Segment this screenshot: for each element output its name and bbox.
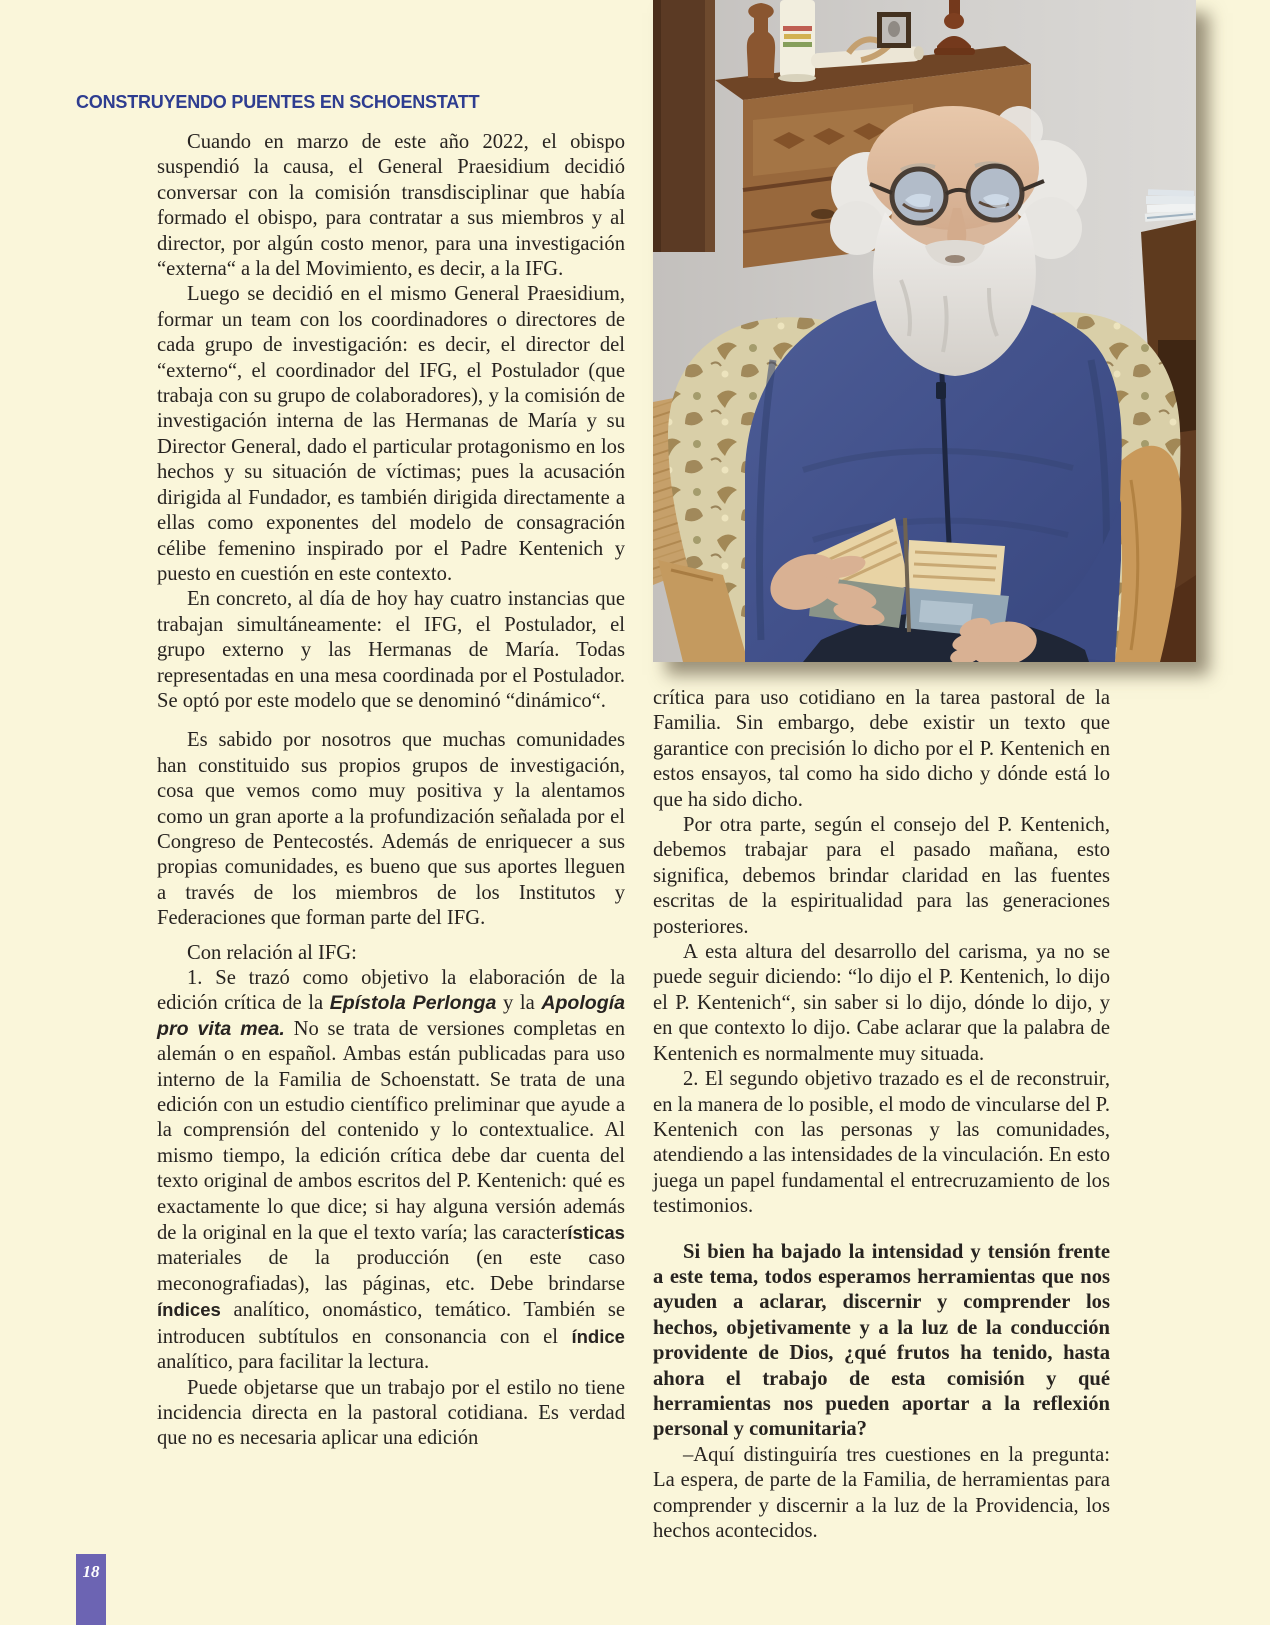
paragraph: Cuando en marzo de este año 2022, el obispo suspendió la causa, el General Praesidium decidió conversar con la comisión transdisciplinar que había formado el obispo, para contratar a sus miembros y al director, por algún costo menor, para una investigación “externa“ a la del Movimiento, es decir, a la IFG. [157, 131, 625, 281]
paragraph: 1. Se trazó como objetivo la elaboración de la edición crítica de la Epístola Perlonga y la Apología pro vita mea. No se trata de versiones completas en alemán o en español. Ambas están publicadas para uso interno de la Familia de Schoenstatt. Se trata de una edición con un estudio científico preliminar que ayude a la comprensión del contenido y lo contextualice. Al mismo tiempo, la edición crítica debe dar cuenta del texto original de ambos escritos del P. Kentenich: qué es exactamente lo que dice; si hay alguna versión además de la original en la que el texto varía; las características materiales de la producción (en este caso meconografiadas), las páginas, etc. Debe brindarse índices analítico, onomástico, temático. También se introducen subtítulos en consonancia con el índice analítico, para facilitar la lectura. [157, 967, 626, 1374]
hutch-panel [653, 0, 715, 252]
paragraph: crítica para uso cotidiano en la tarea pastoral de la Familia. Sin embargo, debe existir un texto que garantice con precisión lo dicho por el P. Kentenich en estos ensayos, tal como ha sido dicho y dónde está lo que ha sido dicho. [653, 687, 1110, 811]
paragraph: Si bien ha bajado la intensidad y tensión frente a este tema, todos esperamos herramientas que nos ayuden a aclarar, discernir y comprender los hechos, objetivamente y a la luz de la conducción providente de Dios, ¿qué frutos ha tenido, hasta ahora el trabajo de esta comisión y qué herramientas nos pueden aportar a la reflexión personal y comunitaria? [653, 1240, 1110, 1441]
urn-finial [747, 3, 775, 78]
page-number: 18 [82, 1562, 100, 1581]
paragraph: –Aquí distinguiría tres cuestiones en la pregunta: La espera, de parte de la Familia, de herramientas para comprender y discernir a la luz de la Providencia, los hechos acontecidos. [653, 1443, 1110, 1542]
article-photo [653, 0, 1196, 662]
candle [778, 0, 816, 82]
framed-photo [877, 12, 911, 48]
paragraph: Con relación al IFG: [187, 941, 357, 964]
paragraph: Puede objetarse que un trabajo por el estilo no tiene incidencia directa en la pastoral cotidiana. Es verdad que no es necesaria aplicar una edición [157, 1376, 625, 1450]
left-text-column [157, 130, 625, 1452]
right-text-column [653, 686, 1110, 1544]
page-number-tab [76, 1554, 106, 1625]
paragraph: 2. El segundo objetivo trazado es el de reconstruir, en la manera de lo posible, el modo de vincularse del P. Kentenich con las personas y las comunidades, atendiendo a las intensidades de la vinculación. En esto juega un papel fundamental el entrecruzamiento de los testimonios. [653, 1068, 1110, 1218]
paragraph: Por otra parte, según el consejo del P. Kentenich, debemos trabajar para el pasado mañana, esto significa, debemos brindar claridad en las fuentes escritas de la espiritualidad para las generaciones posteriores. [653, 814, 1110, 938]
paragraph: Es sabido por nosotros que muchas comunidades han constituido sus propios grupos de investigación, cosa que vemos como muy positiva y la alentamos como un gran aporte a la profundización señalada por el Congreso de Pentecostés. Además de enriquecer a sus propias comunidades, es bueno que sus aportes lleguen a través de los miembros de los Institutos y Federaciones que forman parte del IFG. [157, 729, 625, 930]
section-header: CONSTRUYENDO PUENTES EN SCHOENSTATT [76, 92, 480, 112]
paragraph: Luego se decidió en el mismo General Praesidium, formar un team con los coordinadores o directores de cada grupo de investigación: es decir, el director del “externo“, el coordinador del IFG, el Postulador (que trabaja con su grupo de colaboradores), y la comisión de investigación interna de las Hermanas de María y su Director General, dado el particular protagonismo en los hechos y su situación de víctimas; pues la acusación dirigida al Fundador, es también dirigida directamente a ellas como exponentes del modelo de consagración célibe femenino inspirado por el Padre Kentenich y puesto en cuestión en este contexto. [157, 283, 625, 585]
paragraph: A esta altura del desarrollo del carisma, ya no se puede seguir diciendo: “lo dijo el P. Kentenich, lo dijo el P. Kentenich“, sin saber si lo dijo, dónde lo dijo, y en que contexto lo dijo. Cabe aclarar que la palabra de Kentenich es normalmente muy situada. [653, 941, 1110, 1065]
paragraph: En concreto, al día de hoy hay cuatro instancias que trabajan simultáneamente: el IFG, el Postulador, el grupo externo y las Hermanas de María. Todas representadas en una mesa coordinada por el Postulador. Se optó por este modelo que se denominó “dinámico“. [157, 588, 625, 712]
